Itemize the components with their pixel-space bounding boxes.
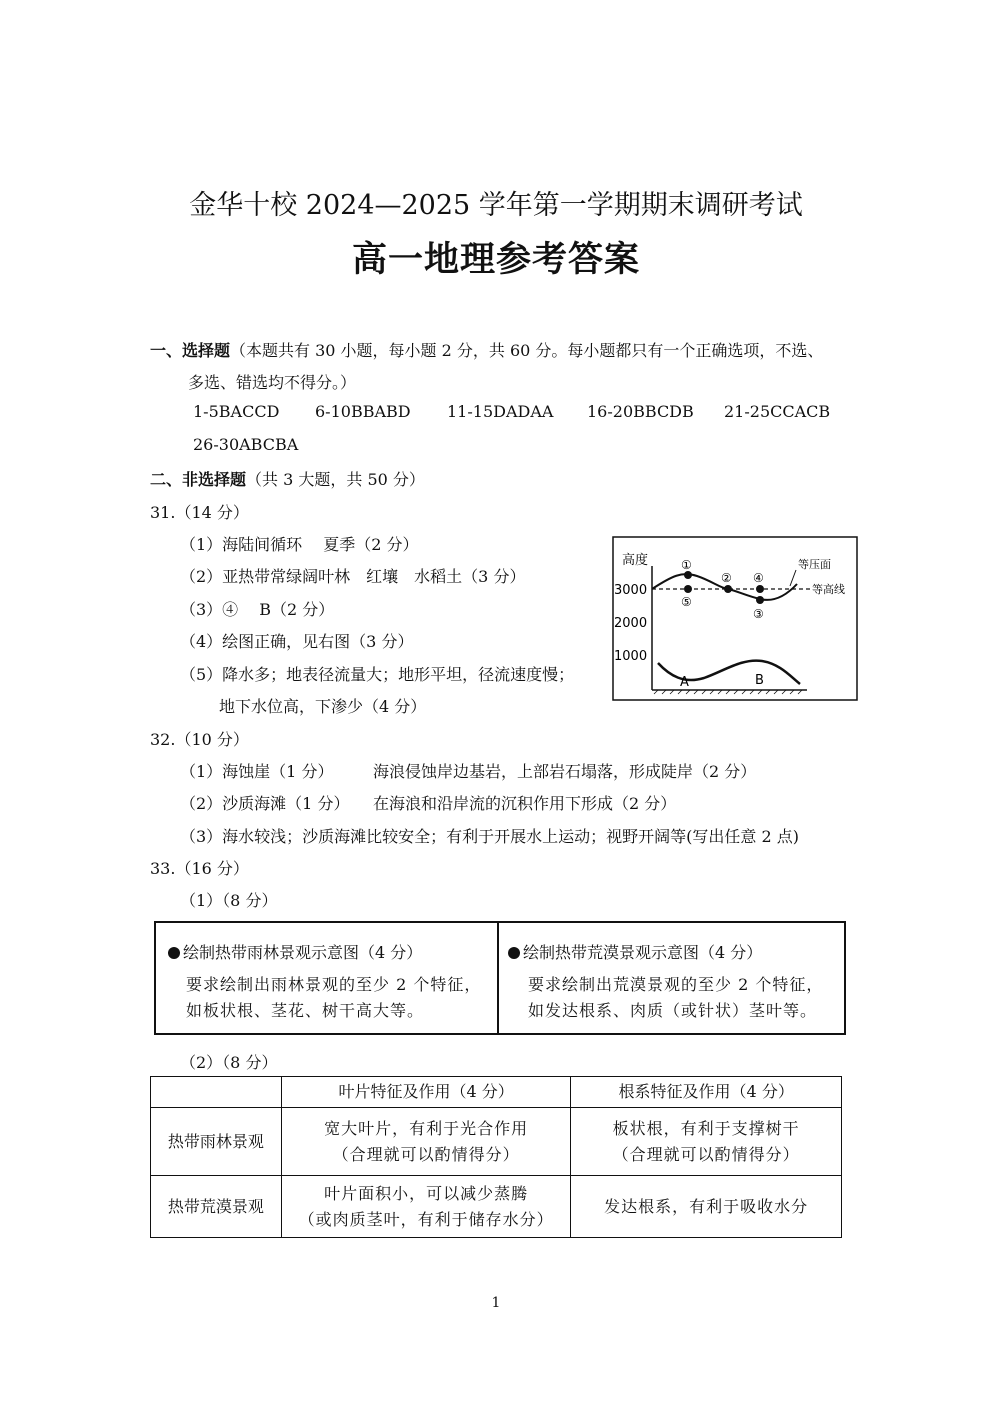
q32-answer-1a: （1）海蚀崖（1 分） [180, 762, 334, 781]
table-header-root: 根系特征及作用（4 分） [571, 1077, 842, 1108]
q31-answer-4: （4）绘图正确，见右图（3 分） [180, 632, 414, 651]
section2-heading: 二、非选择题 [150, 470, 247, 489]
point-1-dot [684, 571, 692, 579]
q31-answer-5-cont: 地下水位高，下渗少（4 分） [219, 697, 427, 716]
rainforest-drawing-line1: 要求绘制出雨林景观的至少 2 个特征， [186, 975, 482, 994]
desert-drawing-title [508, 940, 762, 963]
point-4-dot [756, 585, 764, 593]
bullet-icon [508, 947, 520, 959]
point-2-label: ② [721, 571, 732, 585]
rainforest-leaf-line1: 宽大叶片，有利于光合作用 [324, 1118, 529, 1138]
section1-desc-line2: 多选、错选均不得分。） [188, 373, 357, 392]
point-2-dot [724, 585, 732, 593]
desert-root-cell: 发达根系，有利于吸收水分 [571, 1176, 842, 1238]
landscape-comparison-table [150, 1076, 842, 1238]
desert-leaf-line2: （或肉质茎叶，有利于储存水分） [298, 1209, 554, 1229]
answer-21-25: 21-25CCACB [724, 402, 831, 421]
box-divider [497, 923, 499, 1033]
section2-desc: （共 3 大题，共 50 分） [246, 470, 425, 489]
table-row [151, 1176, 842, 1238]
desert-drawing-line1: 要求绘制出荒漠景观的至少 2 个特征， [528, 975, 824, 994]
row-label-rainforest: 热带雨林景观 [151, 1108, 282, 1176]
point-5-label: ⑤ [681, 595, 692, 609]
point-1-label: ① [681, 558, 692, 572]
section1-desc-line1: （本题共有 30 小题，每小题 2 分，共 60 分。每小题都只有一个正确选项，不选、 [230, 341, 824, 360]
q31-answer-2: （2）亚热带常绿阔叶林 红壤 水稻土（3 分） [180, 567, 526, 586]
q31-answer-1: （1）海陆间循环 夏季（2 分） [180, 535, 419, 554]
row-label-desert: 热带荒漠景观 [151, 1176, 282, 1238]
isobar-label: 等压面 [798, 558, 831, 571]
rainforest-leaf-cell [281, 1108, 571, 1176]
rainforest-root-line2: （合理就可以酌情得分） [612, 1144, 800, 1164]
q33-heading: 33.（16 分） [150, 859, 249, 878]
rainforest-drawing-title [168, 940, 422, 963]
q32-answer-2a: （2）沙质海滩（1 分） [180, 794, 350, 813]
rainforest-drawing-title-text: 绘制热带雨林景观示意图（4 分） [183, 943, 423, 962]
y-axis-title: 高度 [622, 553, 649, 568]
table-row [151, 1108, 842, 1176]
label-b: B [755, 673, 764, 688]
rainforest-drawing-line2: 如板状根、茎花、树干高大等。 [186, 1001, 425, 1020]
answer-6-10: 6-10BBABD [315, 402, 411, 421]
section2-intro [150, 467, 425, 490]
section1-intro [150, 338, 823, 361]
q33-sub1: （1）（8 分） [180, 891, 278, 910]
point-5-dot [684, 585, 692, 593]
tick-2000: 2000 [614, 616, 648, 631]
point-3-dot [756, 596, 764, 604]
desert-leaf-cell [281, 1176, 571, 1238]
isobar-diagram [612, 536, 858, 701]
answer-26-30: 26-30ABCBA [193, 435, 299, 454]
answer-11-15: 11-15DADAA [447, 402, 554, 421]
point-3-label: ③ [753, 607, 764, 621]
point-4-label: ④ [753, 571, 764, 585]
bullet-icon [168, 947, 180, 959]
tick-1000: 1000 [614, 649, 648, 664]
drawing-requirements-box [154, 921, 846, 1035]
page-number: 1 [491, 1295, 501, 1311]
tick-3000: 3000 [614, 583, 648, 598]
q33-sub2: （2）（8 分） [180, 1053, 278, 1072]
rainforest-leaf-line2: （合理就可以酌情得分） [332, 1144, 520, 1164]
table-header-empty [151, 1077, 282, 1108]
desert-leaf-line1: 叶片面积小，可以减少蒸腾 [324, 1183, 529, 1203]
table-header-row [151, 1077, 842, 1108]
q32-heading: 32.（10 分） [150, 730, 249, 749]
section1-heading: 一、选择题 [150, 341, 231, 360]
contour-label: 等高线 [812, 583, 845, 596]
q32-answer-2b: 在海浪和沿岸流的沉积作用下形成（2 分） [373, 794, 677, 813]
rainforest-root-line1: 板状根，有利于支撑树干 [612, 1118, 800, 1138]
rainforest-root-cell [571, 1108, 842, 1176]
q32-answer-1b: 海浪侵蚀岸边基岩，上部岩石塌落，形成陡岸（2 分） [373, 762, 757, 781]
label-a: A [680, 675, 689, 690]
answer-1-5: 1-5BACCD [193, 402, 280, 421]
q31-answer-5: （5）降水多；地表径流量大；地形平坦，径流速度慢； [180, 665, 575, 684]
desert-drawing-line2: 如发达根系、肉质（或针状）茎叶等。 [528, 1001, 818, 1020]
q32-answer-3: （3）海水较浅；沙质海滩比较安全；有利于开展水上运动；视野开阔等(写出任意 2 点) [180, 827, 800, 846]
answer-key-title: 高一地理参考答案 [351, 240, 640, 280]
q31-heading: 31.（14 分） [150, 503, 249, 522]
desert-drawing-title-text: 绘制热带荒漠景观示意图（4 分） [523, 943, 763, 962]
q31-answer-3: （3）④ B（2 分） [180, 600, 335, 619]
table-header-leaf: 叶片特征及作用（4 分） [281, 1077, 571, 1108]
exam-title: 金华十校 2024—2025 学年第一学期期末调研考试 [189, 190, 803, 221]
answer-16-20: 16-20BBCDB [587, 402, 694, 421]
